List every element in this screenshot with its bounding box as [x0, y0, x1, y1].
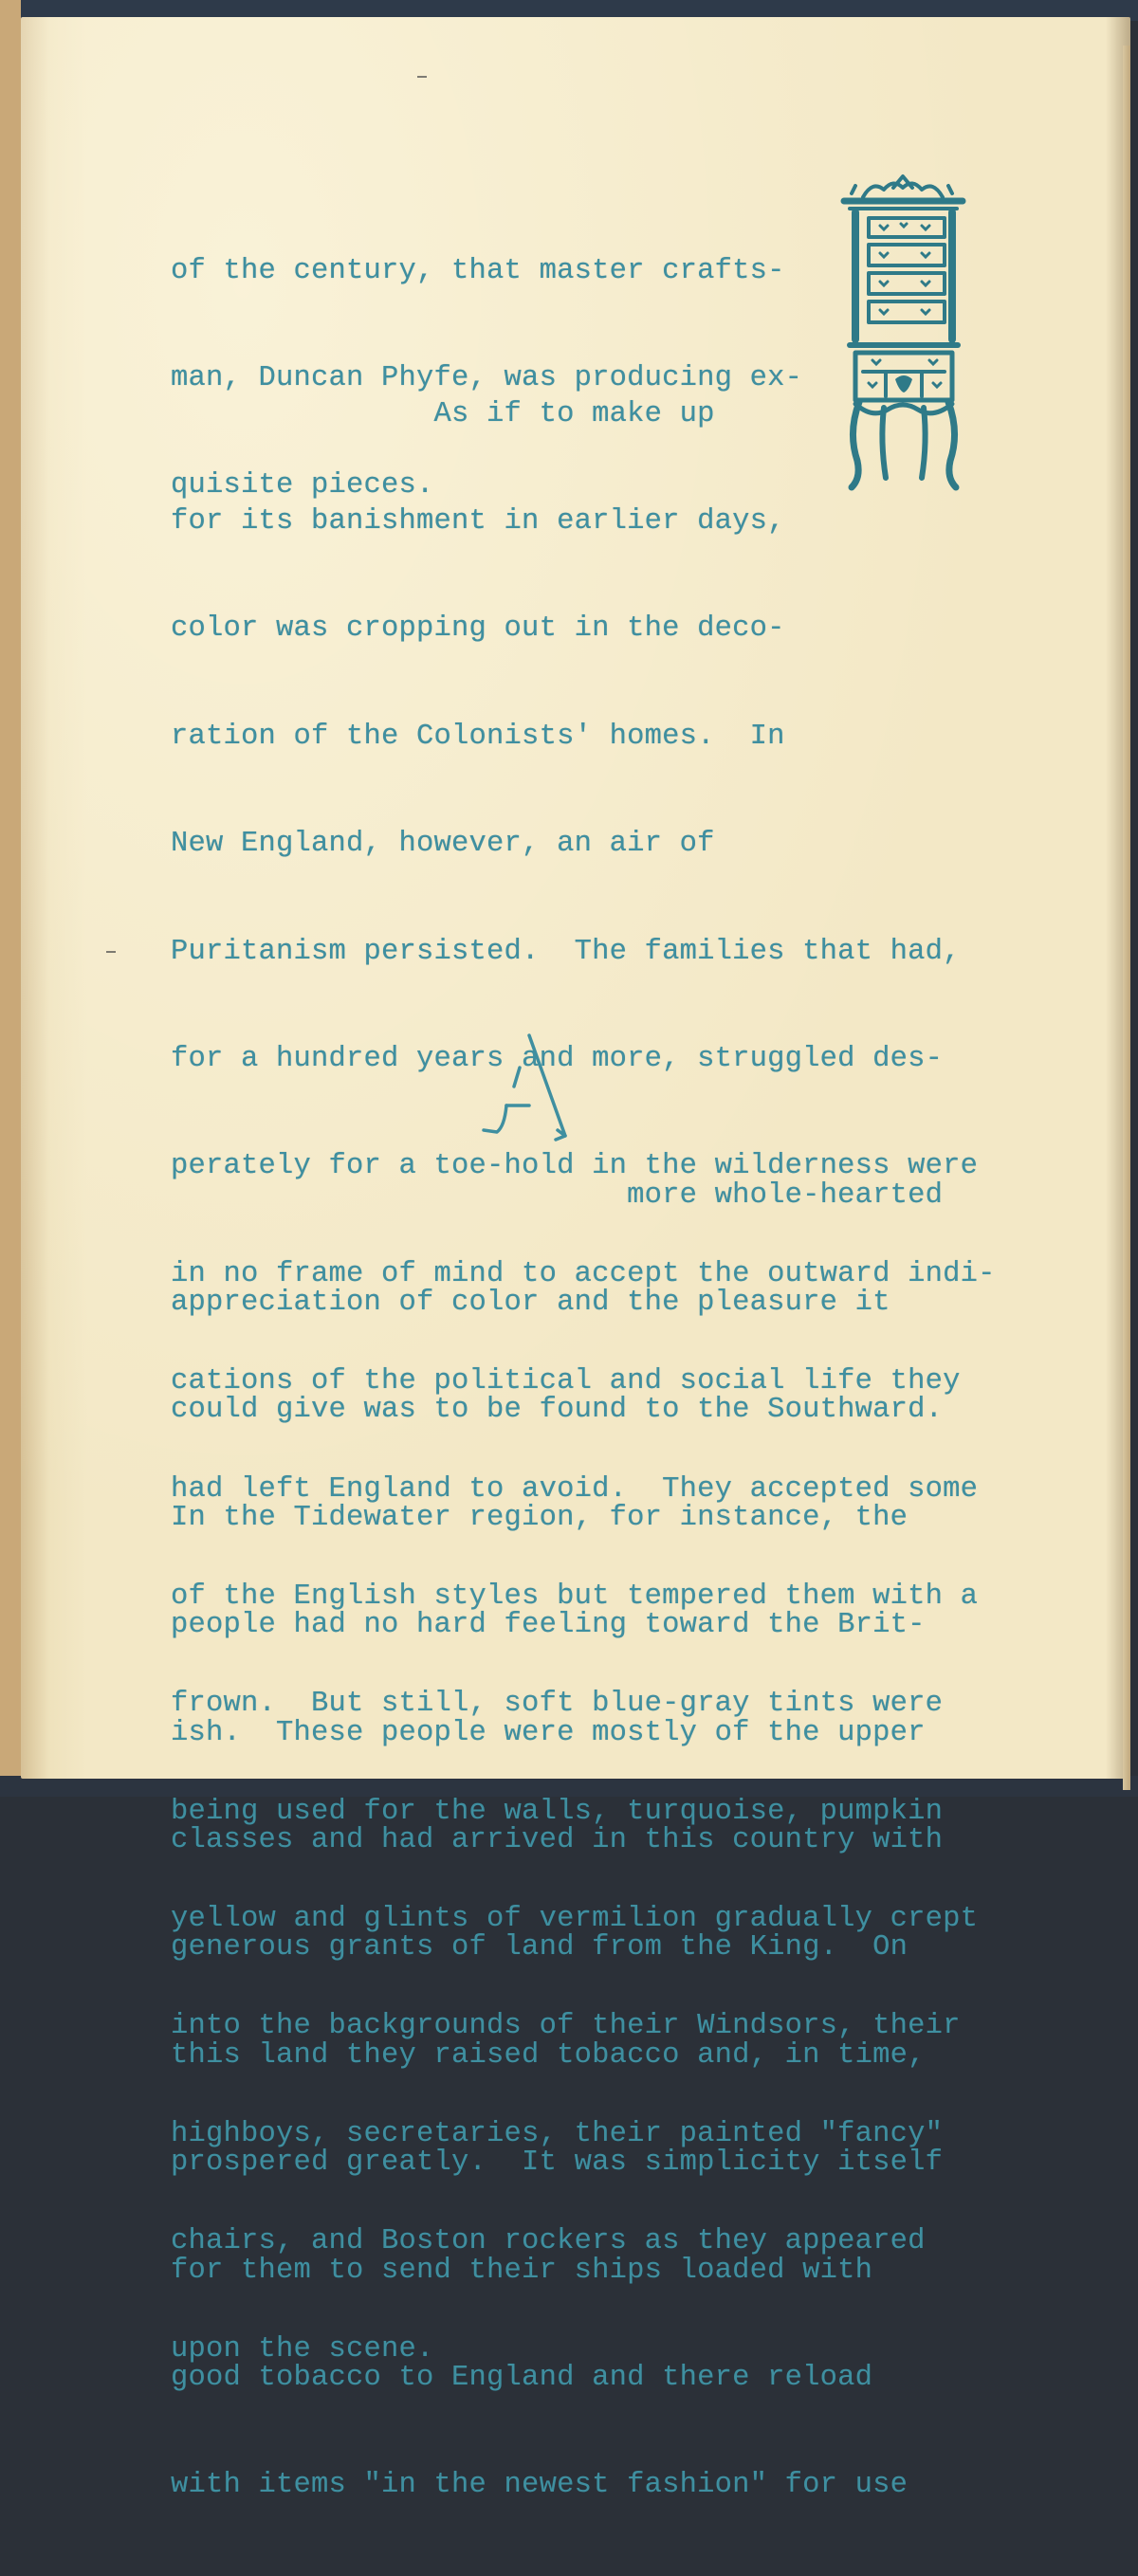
text-line: prospered greatly. It was simplicity itself — [171, 2147, 944, 2180]
text-line: quisite pieces. — [171, 469, 434, 502]
text-line: Puritanism persisted. The families that had, — [171, 935, 961, 968]
text-line: As if to make up — [171, 397, 715, 430]
text-line: had left England to avoid. They accepted some — [171, 1472, 979, 1506]
text-line: highboys, secretaries, their painted "fancy" — [171, 2117, 944, 2150]
text-line: appreciation of color and the pleasure it — [171, 1286, 890, 1319]
text-line: man, Duncan Phyfe, was producing ex- — [171, 361, 803, 394]
book-cover-left — [0, 0, 21, 1797]
text-line: in no frame of mind to accept the outward indi- — [171, 1257, 996, 1290]
text-line: cations of the political and social life they — [171, 1365, 961, 1398]
text-line: could give was to be found to the Southward. — [171, 1394, 944, 1427]
text-line: people had no hard feeling toward the Brit- — [171, 1609, 926, 1642]
text-line: more whole-hearted — [171, 1178, 944, 1212]
text-line: chairs, and Boston rockers as they appeared — [171, 2225, 926, 2258]
text-line: with items "in the newest fashion" for use — [171, 2469, 909, 2502]
page-edge — [1123, 46, 1130, 1790]
text-line: generous grants of land from the King. On — [171, 1931, 909, 1964]
text-line: being used for the walls, turquoise, pumpkin — [171, 1795, 944, 1828]
text-line: for them to send their ships loaded with — [171, 2254, 873, 2287]
text-line: this land they raised tobacco and, in time, — [171, 2038, 926, 2072]
text-line: of the English styles but tempered them with a — [171, 1580, 979, 1613]
ink-mark — [417, 76, 427, 78]
highboy-illustration — [835, 176, 972, 494]
text-line: perately for a toe-hold in the wilderness were — [171, 1150, 979, 1183]
text-line: yellow and glints of vermilion gradually crept — [171, 1903, 979, 1936]
paragraph-3 — [171, 1106, 943, 2576]
text-line: for its banishment in earlier days, — [171, 504, 785, 538]
text-line: ish. These people were mostly of the upper — [171, 1716, 926, 1749]
text-line: classes and had arrived in this country with — [171, 1823, 944, 1856]
text-line: color was cropping out in the deco- — [171, 612, 785, 646]
text-line: New England, however, an air of — [171, 828, 715, 861]
text-line: ration of the Colonists' homes. In — [171, 720, 785, 753]
text-line: into the backgrounds of their Windsors, their — [171, 2010, 961, 2043]
text-line: frown. But still, soft blue-gray tints were — [171, 1688, 944, 1721]
text-line: of the century, that master crafts- — [171, 254, 785, 287]
ink-mark — [106, 951, 116, 953]
text-line: upon the scene. — [171, 2332, 434, 2366]
text-line: In the Tidewater region, for instance, the — [171, 1501, 909, 1534]
text-line: good tobacco to England and there reload — [171, 2361, 873, 2394]
text-line: for a hundred years and more, struggled des- — [171, 1042, 944, 1075]
